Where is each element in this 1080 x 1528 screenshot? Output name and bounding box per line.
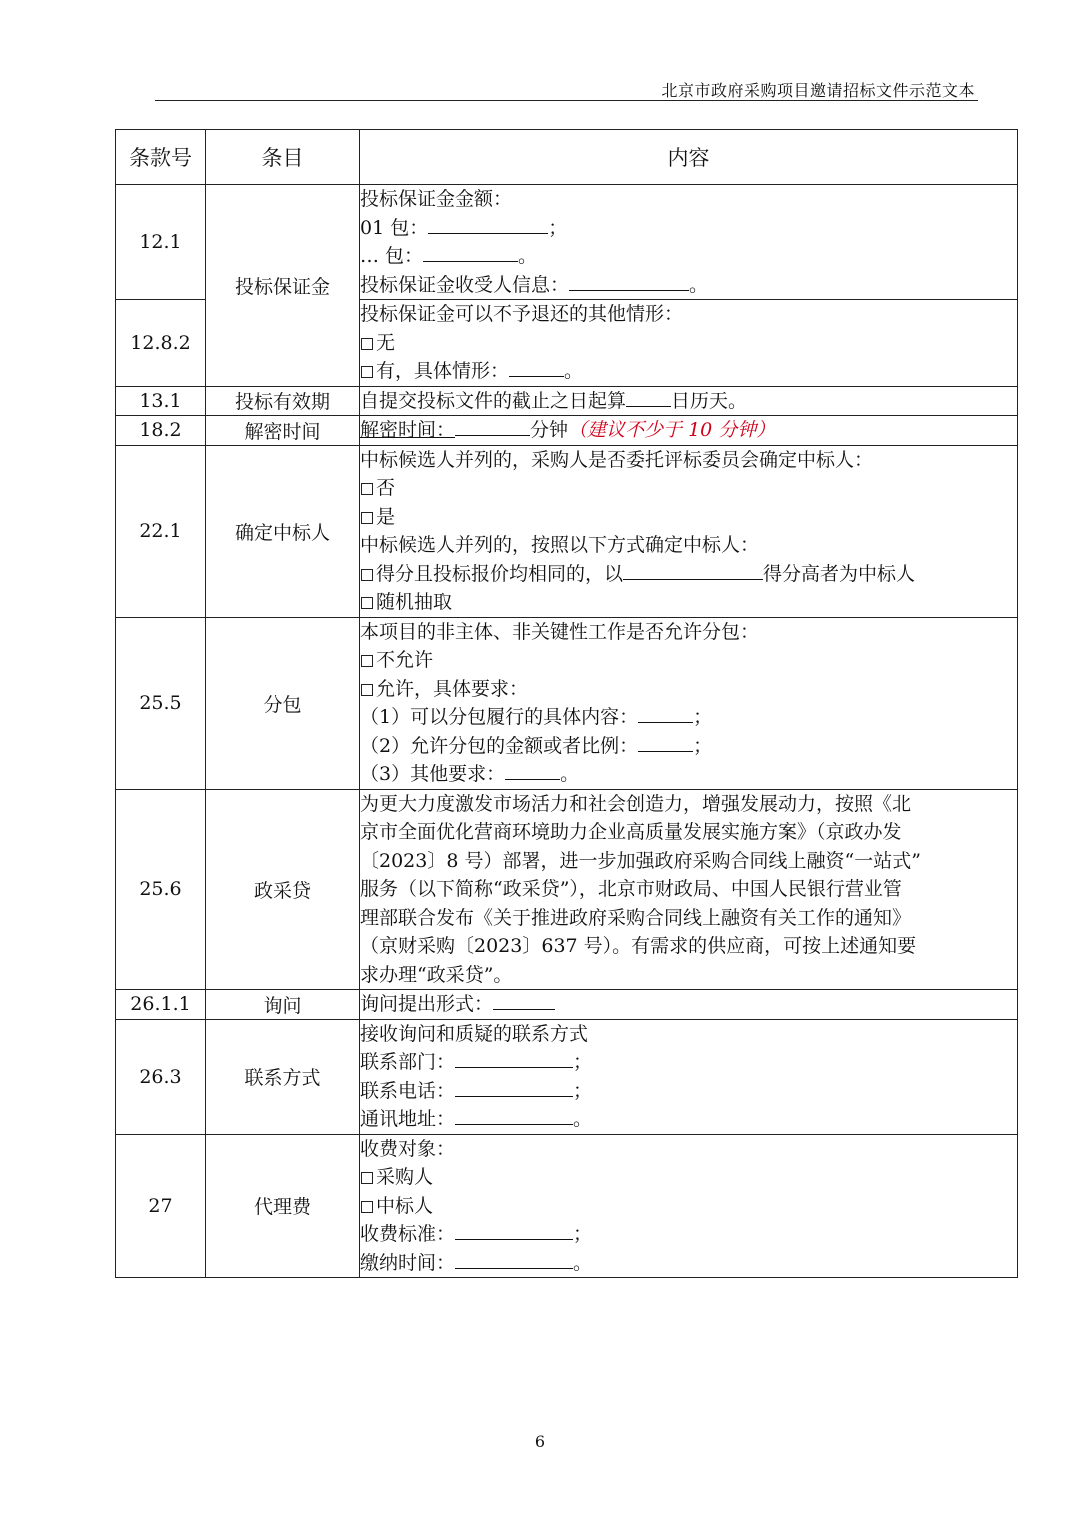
page-number: 6 — [534, 1432, 546, 1451]
clause-number: 25.5 — [116, 617, 206, 789]
clause-item: 确定中标人 — [206, 445, 360, 617]
clause-number: 12.8.2 — [116, 300, 206, 387]
checkbox[interactable] — [361, 338, 373, 350]
checkbox[interactable] — [361, 483, 373, 495]
content-line: 询问提出形式： — [360, 990, 1017, 1019]
content-line: 采购人 — [360, 1163, 1017, 1192]
content-line: 是 — [360, 503, 1017, 532]
clause-item: 解密时间 — [206, 416, 360, 446]
content-line: 投标保证金收受人信息： 。 — [360, 271, 1017, 300]
fill-blank[interactable] — [638, 732, 693, 752]
checkbox[interactable] — [361, 655, 373, 667]
fill-blank[interactable] — [455, 1077, 573, 1097]
header-clause-number: 条款号 — [116, 130, 206, 185]
checkbox[interactable] — [361, 569, 373, 581]
table-row — [116, 1134, 1018, 1278]
checkbox[interactable] — [361, 366, 373, 378]
clause-number: 27 — [116, 1134, 206, 1278]
fill-blank[interactable] — [455, 1249, 573, 1269]
header-rule — [155, 100, 978, 101]
clause-content — [360, 789, 1018, 990]
table-row — [116, 386, 1018, 416]
content-line: 收费标准： ； — [360, 1220, 1017, 1249]
content-line: 不允许 — [360, 646, 1017, 675]
checkbox[interactable] — [361, 512, 373, 524]
header-content: 内容 — [360, 130, 1018, 185]
clause-item: 询问 — [206, 990, 360, 1020]
content-line: 接收询问和质疑的联系方式 — [360, 1022, 589, 1045]
content-line: 中标候选人并列的，采购人是否委托评标委员会确定中标人： — [360, 448, 874, 471]
table-row — [116, 445, 1018, 617]
fill-blank[interactable] — [455, 1220, 573, 1240]
document-header-title: 北京市政府采购项目邀请招标文件示范文本 — [661, 81, 975, 100]
fill-blank[interactable] — [455, 1048, 573, 1068]
table-row — [116, 1019, 1018, 1134]
content-line: 联系部门： ； — [360, 1048, 1017, 1077]
clause-content — [360, 386, 1018, 416]
table-header-row — [116, 130, 1018, 185]
clause-number: 18.2 — [116, 416, 206, 446]
clause-content — [360, 617, 1018, 789]
clause-number: 22.1 — [116, 445, 206, 617]
clause-content — [360, 300, 1018, 387]
clause-number: 12.1 — [116, 185, 206, 300]
content-line: 01 包： ； — [360, 214, 1017, 243]
content-line: 投标保证金金额： — [360, 188, 513, 210]
fill-blank[interactable] — [569, 271, 689, 291]
fill-blank[interactable] — [428, 214, 548, 234]
clause-item: 代理费 — [206, 1134, 360, 1278]
checkbox[interactable] — [361, 684, 373, 696]
clause-number: 25.6 — [116, 789, 206, 990]
content-line: 本项目的非主体、非关键性工作是否允许分包： — [360, 620, 760, 643]
content-line: （京财采购〔2023〕637 号）。有需求的供应商，可按上述通知要 — [360, 935, 917, 957]
fill-blank[interactable] — [626, 387, 671, 407]
clause-content — [360, 445, 1018, 617]
clause-item: 投标有效期 — [206, 386, 360, 416]
table-row — [116, 185, 1018, 300]
content-line: 缴纳时间： 。 — [360, 1249, 1017, 1278]
suggestion-note: （建议不少于 10 分钟） — [568, 419, 776, 441]
clause-number: 26.1.1 — [116, 990, 206, 1020]
fill-blank[interactable] — [493, 990, 555, 1010]
content-line: 自提交投标文件的截止之日起算 日历天。 — [360, 387, 1017, 416]
content-line: 得分且投标报价均相同的，以 得分高者为中标人 — [360, 560, 1017, 589]
content-line: 否 — [360, 474, 1017, 503]
content-line: 服务（以下简称“政采贷”），北京市财政局、中国人民银行营业管 — [360, 878, 902, 900]
fill-blank[interactable] — [455, 416, 530, 436]
content-line: … 包： 。 — [360, 242, 1017, 271]
content-line: （2）允许分包的金额或者比例： ； — [360, 732, 1017, 761]
fill-blank[interactable] — [455, 1105, 573, 1125]
table-row — [116, 617, 1018, 789]
content-line: 无 — [360, 329, 1017, 358]
fill-blank[interactable] — [638, 703, 693, 723]
fill-blank[interactable] — [623, 560, 763, 580]
table-row — [116, 416, 1018, 446]
checkbox[interactable] — [361, 1172, 373, 1184]
content-line: 中标候选人并列的，按照以下方式确定中标人： — [360, 534, 760, 556]
table-row — [116, 789, 1018, 990]
content-line: 投标保证金可以不予退还的其他情形： — [360, 303, 684, 325]
table-row — [116, 990, 1018, 1020]
content-line: 中标人 — [360, 1192, 1017, 1221]
clause-content — [360, 185, 1018, 300]
clause-table — [115, 129, 1018, 1278]
header-item: 条目 — [206, 130, 360, 185]
clause-content — [360, 1134, 1018, 1278]
fill-blank[interactable] — [509, 357, 564, 377]
content-line: 求办理“政采贷”。 — [360, 963, 513, 986]
clause-number: 13.1 — [116, 386, 206, 416]
content-line: 允许，具体要求： — [360, 675, 1017, 704]
clause-item: 政采贷 — [206, 789, 360, 990]
content-line: 京市全面优化营商环境助力企业高质量发展实施方案》（京政办发 — [360, 821, 902, 843]
clause-item: 分包 — [206, 617, 360, 789]
fill-blank[interactable] — [423, 242, 518, 262]
content-line: （1）可以分包履行的具体内容： ； — [360, 703, 1017, 732]
content-line: 理部联合发布《关于推进政府采购合同线上融资有关工作的通知》 — [360, 906, 912, 929]
content-line: 随机抽取 — [360, 588, 1017, 617]
clause-content — [360, 990, 1018, 1020]
clause-content — [360, 1019, 1018, 1134]
clause-item: 联系方式 — [206, 1019, 360, 1134]
clause-number: 26.3 — [116, 1019, 206, 1134]
content-line: （3）其他要求： 。 — [360, 760, 1017, 789]
clause-item: 投标保证金 — [206, 185, 360, 387]
content-line: 通讯地址： 。 — [360, 1105, 1017, 1134]
checkbox[interactable] — [361, 1201, 373, 1213]
content-line: 〔2023〕8 号）部署，进一步加强政府采购合同线上融资“一站式” — [360, 849, 921, 872]
checkbox[interactable] — [361, 597, 373, 609]
content-line: 解密时间： 分钟（建议不少于 10 分钟） — [360, 416, 1017, 445]
content-line: 有，具体情形： 。 — [360, 357, 1017, 386]
content-line: 收费对象： — [360, 1137, 456, 1160]
content-line: 为更大力度激发市场活力和社会创造力，增强发展动力，按照《北 — [360, 792, 912, 815]
content-line: 联系电话： ； — [360, 1077, 1017, 1106]
fill-blank[interactable] — [505, 760, 560, 780]
clause-content — [360, 416, 1018, 446]
